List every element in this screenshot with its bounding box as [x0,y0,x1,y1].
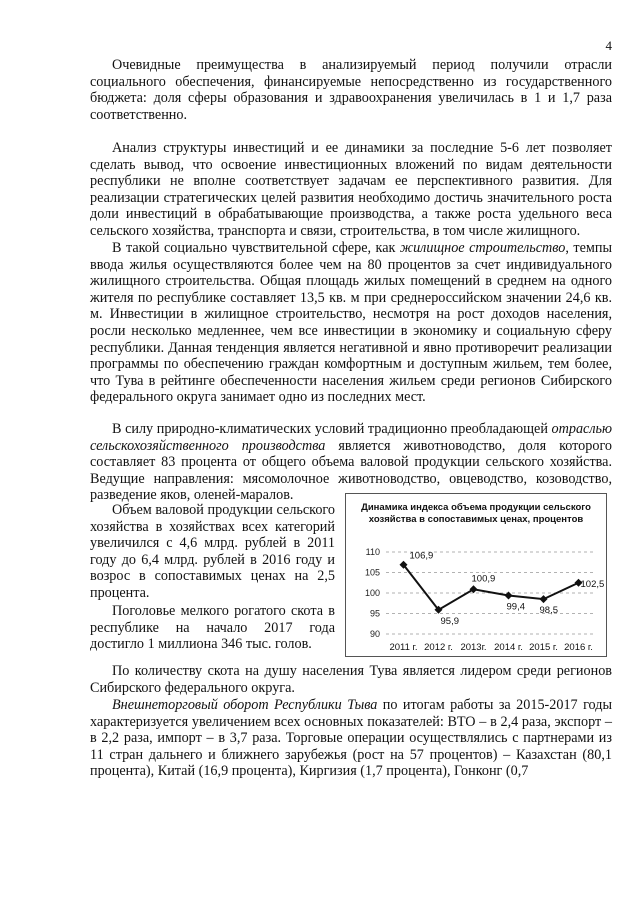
paragraph-livestock [90,421,612,504]
x-tick-label: 2014 г. [494,642,523,653]
data-point [505,591,513,599]
x-tick-label: 2012 г. [424,642,453,653]
data-label: 95,9 [440,615,459,627]
data-label: 100,9 [471,573,496,585]
y-tick-label: 90 [369,629,380,639]
paragraph-foreign-trade [90,697,612,780]
paragraph-housing [90,240,612,406]
y-tick-label: 95 [369,608,380,619]
y-tick-label: 105 [364,567,380,578]
chart-plot [346,494,606,656]
y-tick-label: 110 [365,547,380,557]
x-tick-label: 2011 г. [389,642,418,653]
chart-title: Динамика индекса объема продукции сельского хозяйства в сопоставимых ценах, процентов [361,502,591,525]
paragraph-housing-text-start: В такой социально чувствительной сфере, как [112,240,400,256]
livestock-emphasis: отраслью сельскохозяйственного производства [90,421,612,454]
agri-index-chart [345,493,607,657]
paragraph-foreign-trade-text: по итогам работы за 2015-2017 годы характеризуется увеличением всех основных показателей: ВТО – в 2,4 раза, экспорт – в 2,2 раза, импорт – в 3,7 раза. Торговые операции осуществлялись с партнерами из 11 стран дальнего и ближнего зарубежья (рост на 57 процентов) – Казахстан (80,1 процента), Китай (16,9 процента), Киргизия (1,7 процента), Гонконг (0,7 [90,697,612,780]
x-tick-label: 2016 г. [564,642,593,653]
paragraph-social-sector: Очевидные преимущества в анализируемый период получили отрасли социального обеспечения, финансируемые непосредственно из государственного бюджета: доля сферы образования и здравоохранения увеличилась в 1 и 1,7 раза соответственно. [90,57,612,123]
x-tick-label: 2015 г. [529,642,558,653]
data-label: 102,5 [580,578,605,590]
data-label: 98,5 [539,605,558,617]
y-tick-label: 100 [364,588,380,598]
housing-emphasis: жилищное строительство [399,240,566,256]
page-number: 4 [605,38,612,53]
paragraph-livestock-text-start: В силу природно-климатических условий традиционно преобладающей [112,421,552,437]
paragraph-housing-text-end: , темпы ввода жилья осуществляются более чем на 80 процентов за счет индивидуального жилищного строительства. Общая площадь жилых помещений в среднем на одного жителя по республике составляет 13,5 кв. м при среднероссийском значении 24,6 кв. м. Инвестиции в жилищное строительство, несмотря на рост доходов населения, росли несколько медленнее, чем все инвестиции в экономику и социальную сферу республики. Данная тенденция является негативной и явно противоречит реализации программы по обеспечению граждан комфортным и доступным жильем, тем более, что Тува в рейтинге обеспеченности населения жильем среди регионов Сибирского федерального округа занимает одно из последних мест. [90,240,612,406]
x-tick-label: 2013г. [460,642,487,653]
paragraph-livestock-text-end: является животноводство, доля которого составляет 83 процента от общего объема валовой продукции сельского хозяйства. Ведущие направления: мясомолочное животноводство, овцеводство, козоводство, разведение яков, оленей-маралов. [90,437,612,504]
data-label: 106,9 [409,550,434,562]
paragraph-small-cattle: Поголовье мелкого рогатого скота в республике на начало 2017 года достигло 1 миллиона 346 тыс. голов. [90,603,335,653]
foreign-trade-emphasis: Внешнеторговый оборот Республики Тыва [112,697,378,713]
data-point [470,585,478,593]
paragraph-investment-analysis: Анализ структуры инвестиций и ее динамики за последние 5-6 лет позволяет сделать вывод, что освоение инвестиционных вложений по видам деятельности республики не вполне соответствует задачам ее перспективного развития. Для реализации стратегических целей развития необходимо достичь значительного роста доли инвестиций в обрабатывающие производства, а также роста удельного веса сельского хозяйства, транспорта и связи, строительства, в том числе жилищного. [90,140,612,239]
paragraph-cattle-per-capita: По количеству скота на душу населения Тува является лидером среди регионов Сибирского федерального округа. [90,663,612,696]
paragraph-gross-output: Объем валовой продукции сельского хозяйства в хозяйствах всех категорий увеличился с 4,6 млрд. рублей в 2011 году до 6,4 млрд. рублей в 2016 году и возрос в сопоставимых ценах на 2,5 процента. [90,502,335,601]
data-point [540,595,548,603]
data-label: 99,4 [506,601,525,613]
